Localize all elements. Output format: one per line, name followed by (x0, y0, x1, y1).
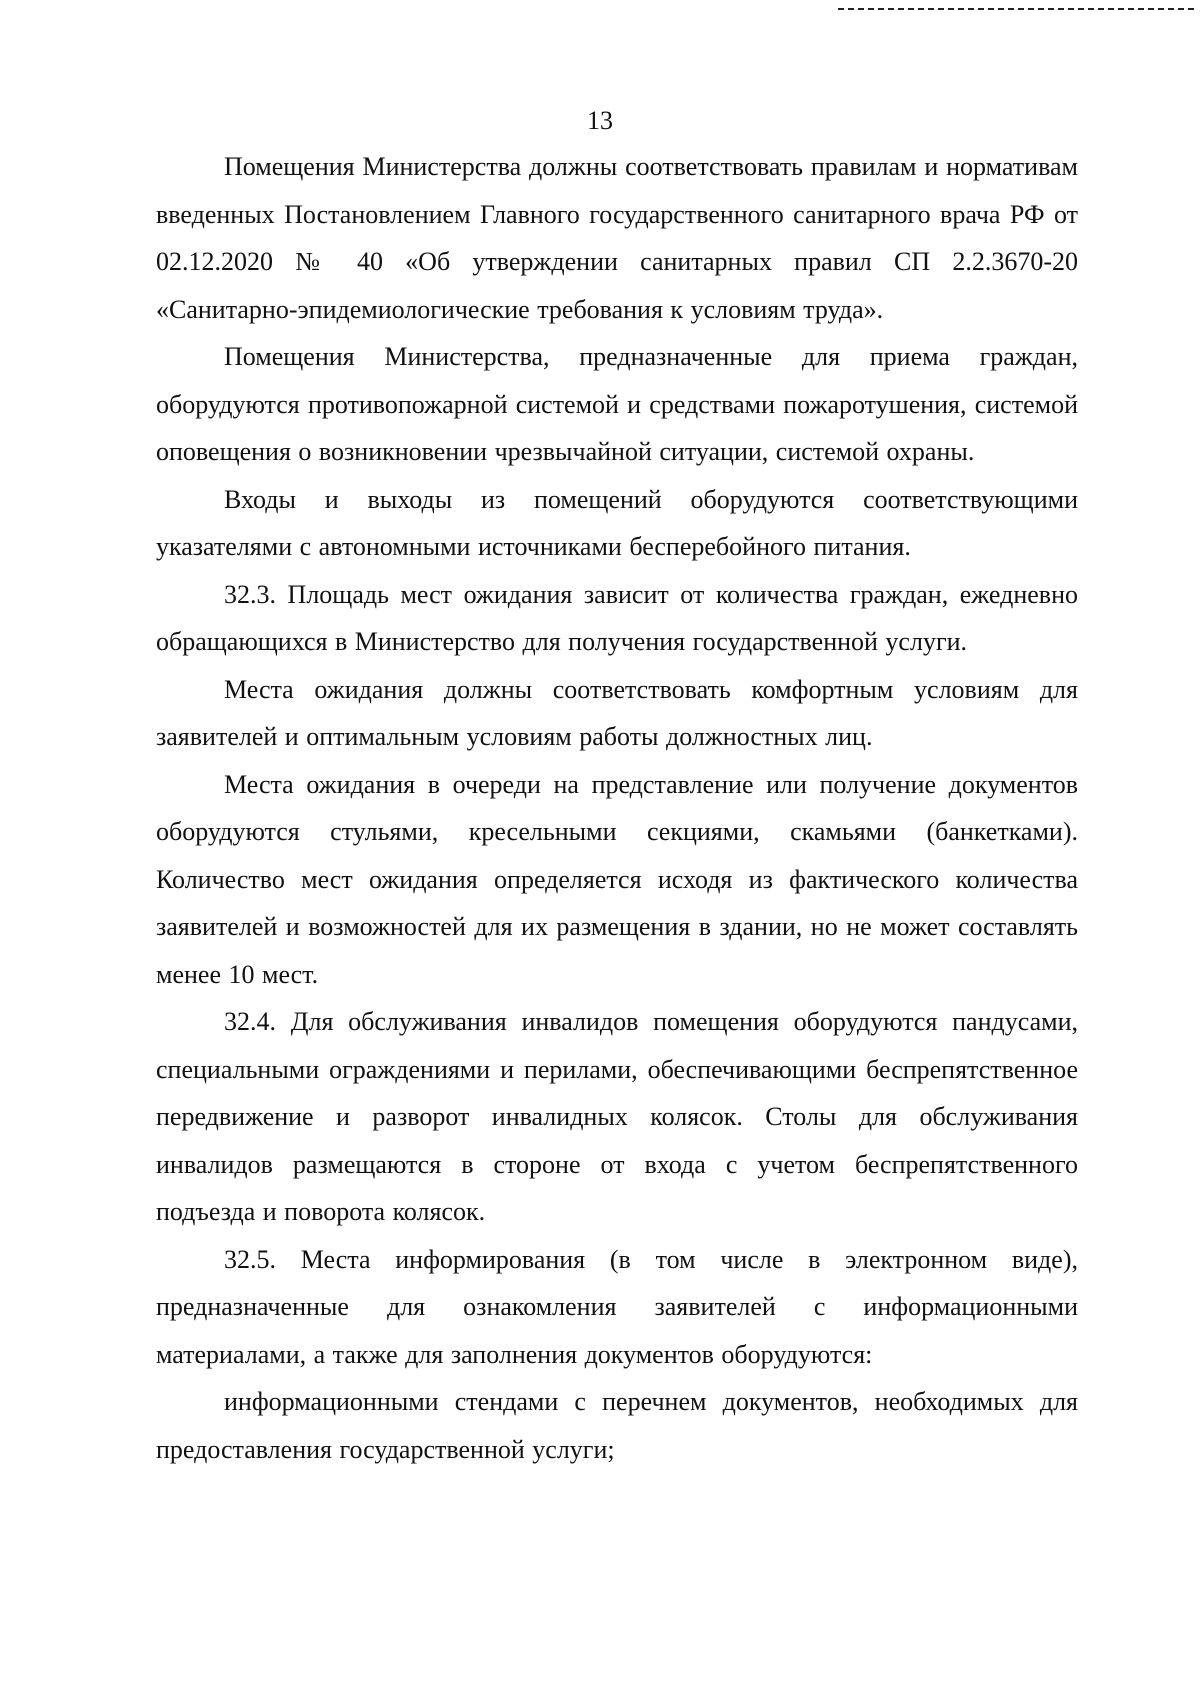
paragraph: информационными стендами с перечнем документов, необходимых для предоставления государственной услуги; (156, 1387, 1078, 1464)
top-dashed-rule (838, 8, 1194, 10)
paragraph: Входы и выходы из помещений оборудуются соответствующими указателями с автономными источниками бесперебойного питания. (156, 484, 1078, 561)
document-body (156, 143, 1078, 1473)
page-number: 13 (587, 106, 613, 135)
paragraph: Места ожидания должны соответствовать комфортным условиям для заявителей и оптимальным условиям работы должностных лиц. (156, 674, 1078, 751)
paragraph: Помещения Министерства, предназначенные для приема граждан, оборудуются противопожарной системой и средствами пожаротушения, системой оповещения о возникновении чрезвычайной ситуации, системой охраны. (156, 342, 1078, 466)
paragraph: 32.5. Места информирования (в том числе в электронном виде), предназначенные для ознакомления заявителей с информационными материалами, а также для заполнения документов оборудуются: (156, 1244, 1078, 1369)
paragraph: Места ожидания в очереди на представление или получение документов оборудуются стульями, кресельными секциями, скамьями (банкетками). Количество мест ожидания определяется исходя из фактического количества заявителей и возможностей для их размещения в здании, но не может составлять менее 10 мест. (156, 769, 1078, 989)
paragraph: 32.3. Площадь мест ожидания зависит от количества граждан, ежедневно обращающихся в Министерство для получения государственной услуги. (156, 579, 1078, 656)
paragraph: Помещения Министерства должны соответствовать правилам и нормативам введенных Постановлением Главного государственного санитарного врача РФ от 02.12.2020 № 40 «Об утверждении санитарных правил СП 2.2.3670-20 «Санитарно-эпидемиологические требования к условиям труда». (156, 152, 1078, 324)
paragraph: 32.4. Для обслуживания инвалидов помещения оборудуются пандусами, специальными ограждениями и перилами, обеспечивающими беспрепятственное передвижение и разворот инвалидных колясок. Столы для обслуживания инвалидов размещаются в стороне от входа с учетом беспрепятственного подъезда и поворота колясок. (156, 1007, 1078, 1226)
